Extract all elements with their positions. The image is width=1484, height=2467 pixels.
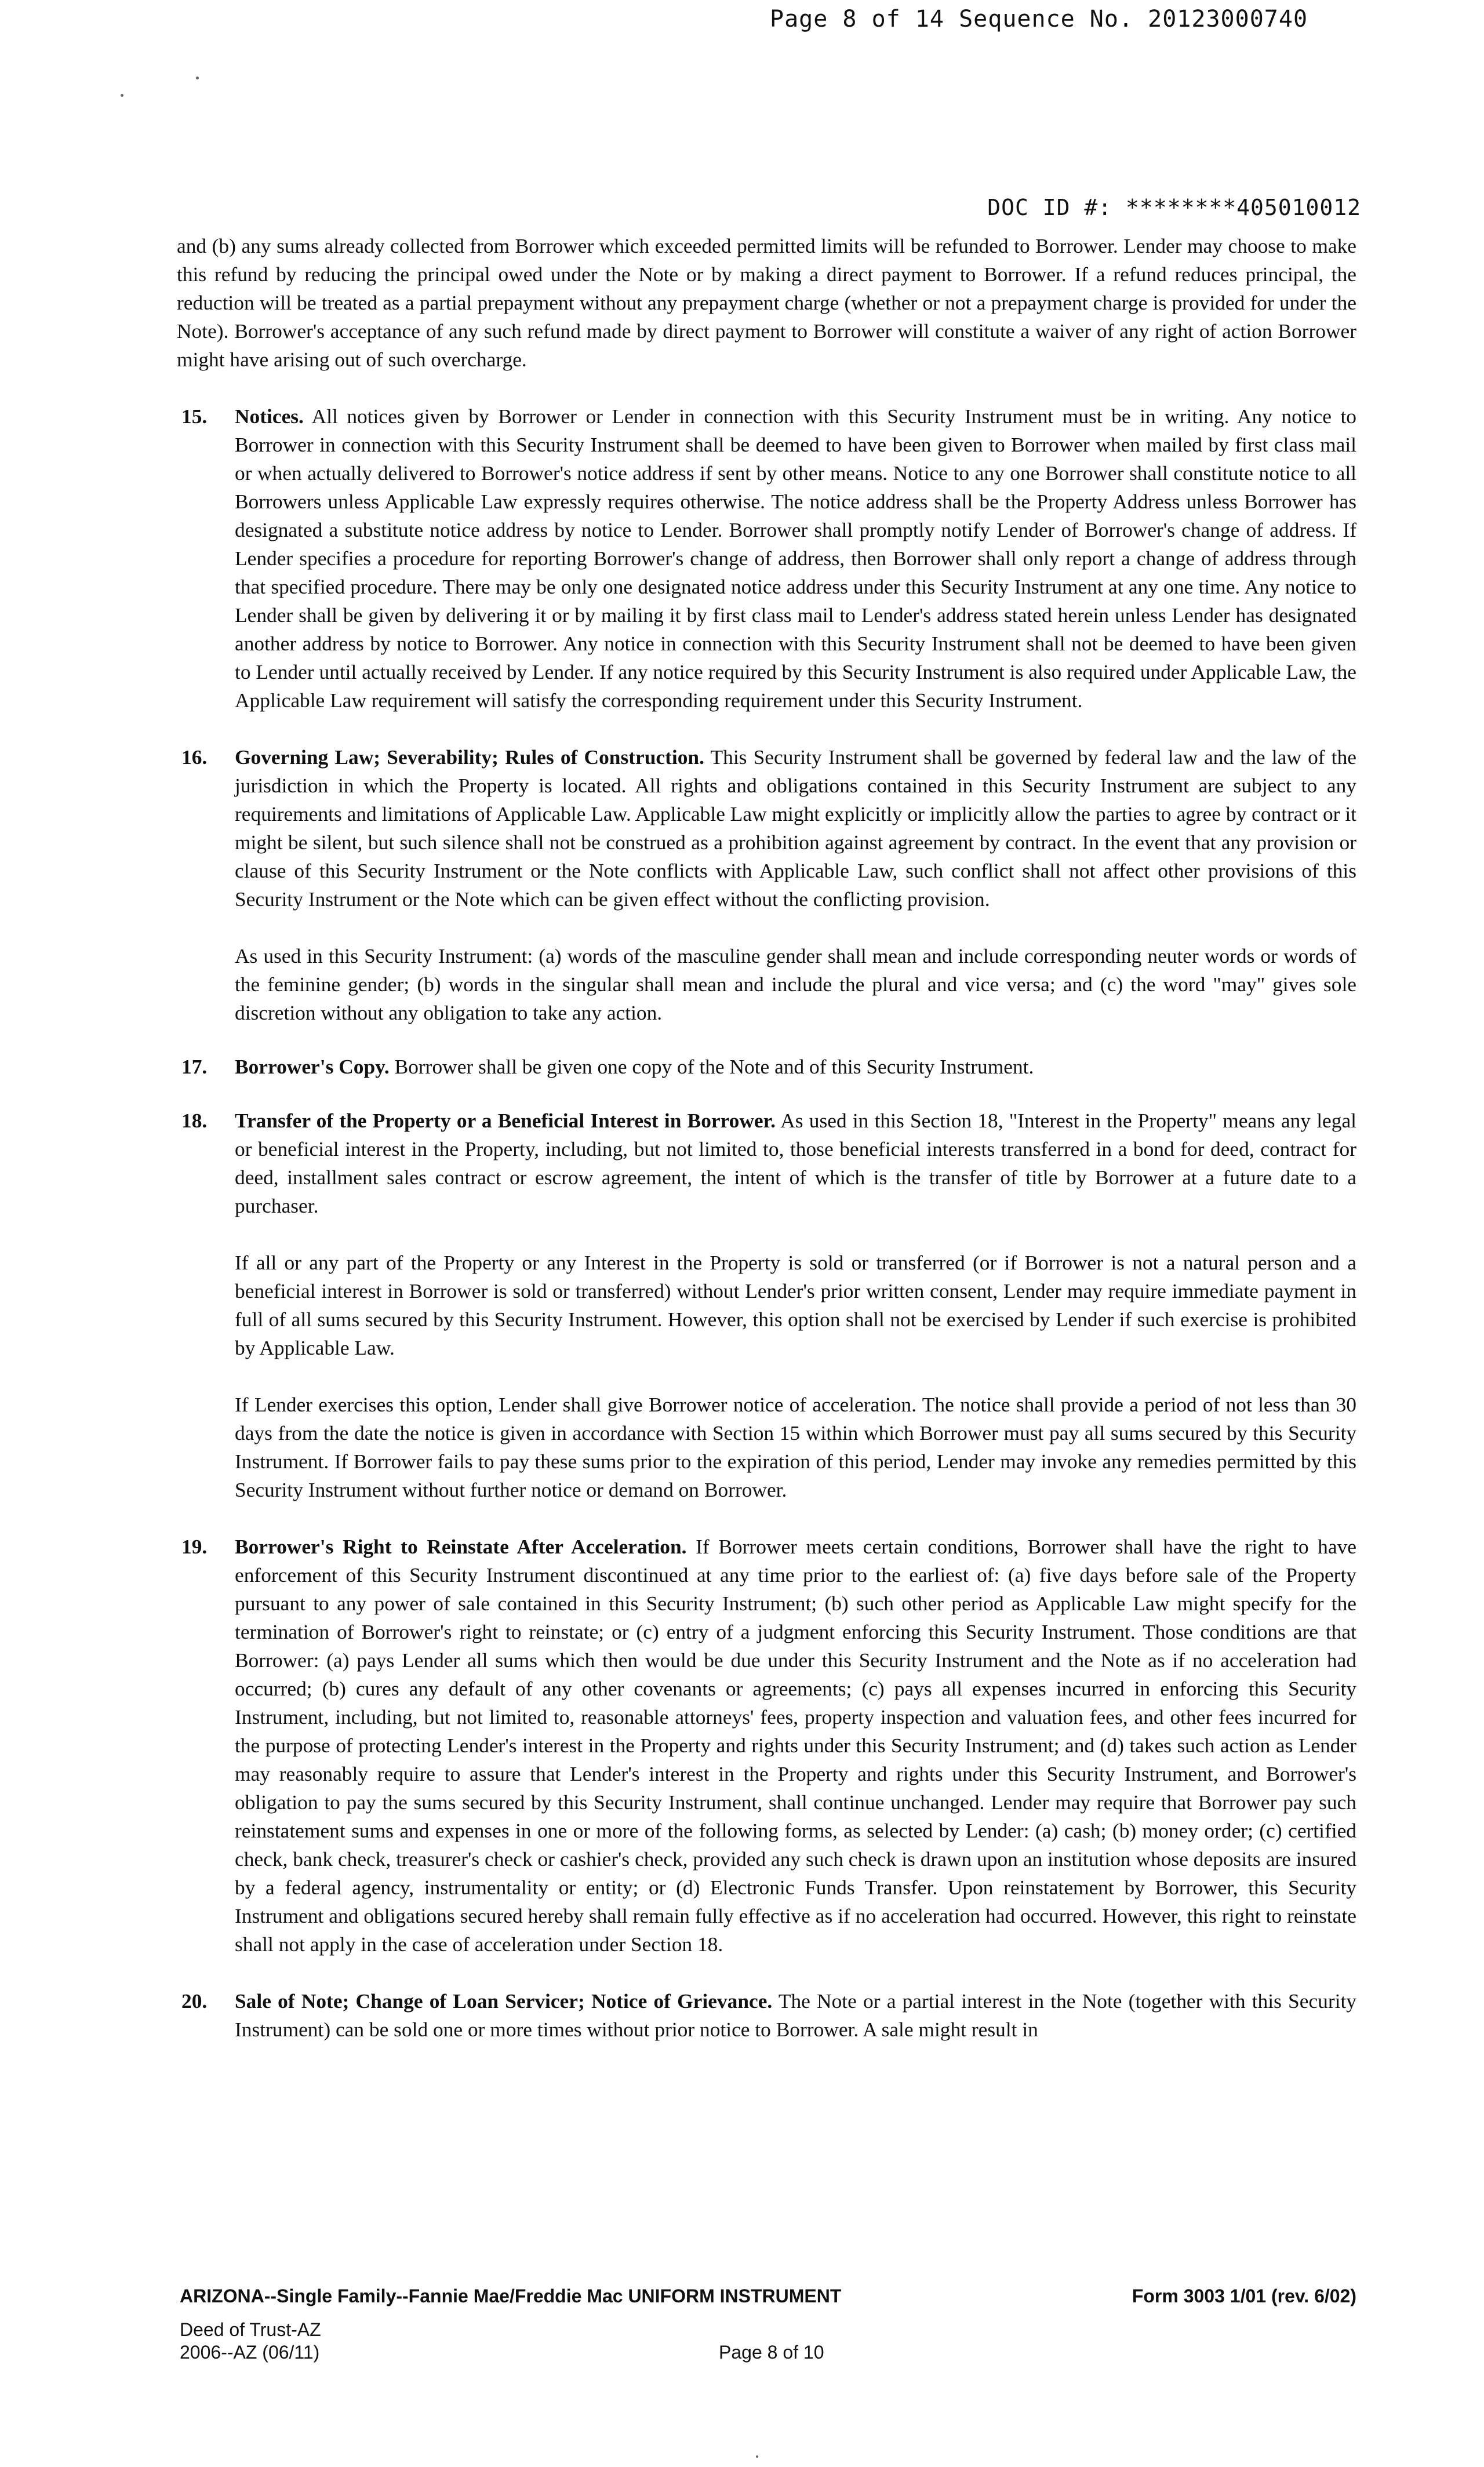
section-text: Borrower shall be given one copy of the Note and of this Security Instrument. — [394, 1055, 1034, 1078]
section-heading: Sale of Note; Change of Loan Servicer; Notice of Grievance. — [235, 1989, 773, 2013]
section-heading: Governing Law; Severability; Rules of Construction. — [235, 745, 704, 769]
section-text: As used in this Section 18, "Interest in the Property" means any legal or beneficial interest in the Property, including, but not limited to, those beneficial interests transferred in a bond for deed, contract for deed, installment sales contract or escrow agreement, the intent of which is the transfer of title by Borrower at a future date to a purchaser. — [235, 1109, 1356, 1217]
section-number: 19. — [181, 1535, 208, 1558]
continuation-paragraph: and (b) any sums already collected from Borrower which exceeded permitted limits will be refunded to Borrower. Lender may choose to make this refund by reducing the principal owed under the Note or by making a direct payment to Borrower. If a refund reduces principal, the reduction will be treated as a partial prepayment without any prepayment charge (whether or not a prepayment charge is provided for under the Note). Borrower's acceptance of any such refund made by direct payment to Borrower will constitute a waiver of any right of action Borrower might have arising out of such overcharge. — [177, 234, 1356, 371]
section-17 — [177, 1053, 1356, 1081]
section-text: If Borrower meets certain conditions, Borrower shall have the right to have enforcement of this Security Instrument discontinued at any time prior to the earliest of: (a) five days before sale of the Property pursuant to any power of sale contained in this Security Instrument; (b) such other period as Applicable Law might specify for the termination of Borrower's right to reinstate; or (c) entry of a judgment enforcing this Security Instrument. Those conditions are that Borrower: (a) pays Lender all sums which then would be due under this Security Instrument and the Note as if no acceleration had occurred; (b) cures any default of any other covenants or agreements; (c) pays all expenses incurred in enforcing this Security Instrument, including, but not limited to, reasonable attorneys' fees, property inspection and valuation fees, and other fees incurred for the purpose of protecting Lender's interest in the Property and rights under this Security Instrument; and (d) takes such action as Lender may reasonably require to assure that Lender's interest in the Property and rights under this Security Instrument, and Borrower's obligation to pay the sums secured by this Security Instrument, shall continue unchanged. Lender may require that Borrower pay such reinstatement sums and expenses in one or more of the following forms, as selected by Lender: (a) cash; (b) money order; (c) certified check, bank check, treasurer's check or cashier's check, provided any such check is drawn upon an institution whose deposits are insured by a federal agency, instrumentality or entity; or (d) Electronic Funds Transfer. Upon reinstatement by Borrower, this Security Instrument and obligations secured hereby shall remain fully effective as if no acceleration had occurred. However, this right to reinstate shall not apply in the case of acceleration under Section 18. — [235, 1535, 1356, 1956]
section-paragraph: If all or any part of the Property or any Interest in the Property is sold or transferred (or if Borrower is not a natural person and a beneficial interest in Borrower is sold or transferred) without Lender's prior written consent, Lender may require immediate payment in full of all sums secured by this Security Instrument. However, this option shall not be exercised by Lender if such exercise is prohibited by Applicable Law. — [235, 1251, 1356, 1359]
section-number: 17. — [181, 1055, 208, 1078]
section-paragraph — [235, 743, 1356, 914]
section-number: 16. — [181, 745, 208, 769]
section-heading: Borrower's Copy. — [235, 1055, 390, 1078]
page-sequence-header: Page 8 of 14 Sequence No. 20123000740 — [770, 6, 1308, 32]
section-text: All notices given by Borrower or Lender in connection with this Security Instrument must be in writing. Any notice to Borrower in connection with this Security Instrument shall be deemed to have been given to Borrower when mailed by first class mail or when actually delivered to Borrower's notice address if sent by other means. Notice to any one Borrower shall constitute notice to all Borrowers unless Applicable Law expressly requires otherwise. The notice address shall be the Property Address unless Borrower has designated a substitute notice address by notice to Lender. Borrower shall promptly notify Lender of Borrower's change of address. If Lender specifies a procedure for reporting Borrower's change of address, then Borrower shall only report a change of address through that specified procedure. There may be only one designated notice address under this Security Instrument at any one time. Any notice to Lender shall be given by delivering it or by mailing it by first class mail to Lender's address stated herein unless Lender has designated another address by notice to Borrower. Any notice in connection with this Security Instrument shall not be deemed to have been given to Lender until actually received by Lender. If any notice required by this Security Instrument is also required under Applicable Law, the Applicable Law requirement will satisfy the corresponding requirement under this Security Instrument. — [235, 405, 1356, 712]
section-text: The Note or a partial interest in the Note (together with this Security Instrument) can be sold one or more times without prior notice to Borrower. A sale might result in — [235, 1989, 1356, 2041]
doc-id: DOC ID #: ********405010012 — [987, 195, 1361, 220]
section-heading: Transfer of the Property or a Beneficial Interest in Borrower. — [235, 1109, 776, 1132]
footer-doc-type: Deed of Trust-AZ — [180, 2319, 321, 2340]
footer-page-number: Page 8 of 10 — [719, 2342, 824, 2363]
scan-speck — [196, 77, 199, 79]
footer-instrument-line — [180, 2286, 1356, 2307]
footer-instrument: ARIZONA--Single Family--Fannie Mae/Freddie Mac UNIFORM INSTRUMENT — [180, 2286, 842, 2306]
section-paragraph — [235, 1533, 1356, 1959]
section-20 — [177, 1987, 1356, 2044]
section-paragraph — [235, 402, 1356, 715]
section-16 — [177, 743, 1356, 1027]
footer-version: 2006--AZ (06/11) — [180, 2342, 320, 2363]
document-body — [177, 232, 1356, 2044]
section-19 — [177, 1533, 1356, 1959]
section-18 — [177, 1107, 1356, 1504]
section-number: 20. — [181, 1989, 208, 2013]
section-heading: Borrower's Right to Reinstate After Acceleration. — [235, 1535, 687, 1558]
section-15 — [177, 402, 1356, 715]
scan-speck — [756, 2455, 758, 2458]
section-text: This Security Instrument shall be governed by federal law and the law of the jurisdiction in which the Property is located. All rights and obligations contained in this Security Instrument are subject to any requirements and limitations of Applicable Law. Applicable Law might explicitly or implicitly allow the parties to agree by contract or it might be silent, but such silence shall not be construed as a prohibition against agreement by contract. In the event that any provision or clause of this Security Instrument or the Note conflicts with Applicable Law, such conflict shall not affect other provisions of this Security Instrument or the Note which can be given effect without the conflicting provision. — [235, 745, 1356, 911]
section-paragraph — [235, 1107, 1356, 1220]
section-number: 15. — [181, 405, 208, 428]
section-number: 18. — [181, 1109, 208, 1132]
section-heading: Notices. — [235, 405, 304, 428]
section-paragraph — [235, 1987, 1356, 2044]
footer-form-number: Form 3003 1/01 (rev. 6/02) — [1132, 2286, 1356, 2306]
section-paragraph — [235, 1053, 1356, 1081]
scan-speck — [121, 94, 123, 97]
section-paragraph: As used in this Security Instrument: (a) words of the masculine gender shall mean and include corresponding neuter words or words of the feminine gender; (b) words in the singular shall mean and include the plural and vice versa; and (c) the word "may" gives sole discretion without any obligation to take any action. — [235, 944, 1356, 1024]
footer-version-line — [180, 2342, 1356, 2363]
section-paragraph: If Lender exercises this option, Lender shall give Borrower notice of acceleration. The notice shall provide a period of not less than 30 days from the date the notice is given in accordance with Section 15 within which Borrower must pay all sums secured by this Security Instrument. If Borrower fails to pay these sums prior to the expiration of this period, Lender may invoke any remedies permitted by this Security Instrument without further notice or demand on Borrower. — [235, 1393, 1356, 1501]
